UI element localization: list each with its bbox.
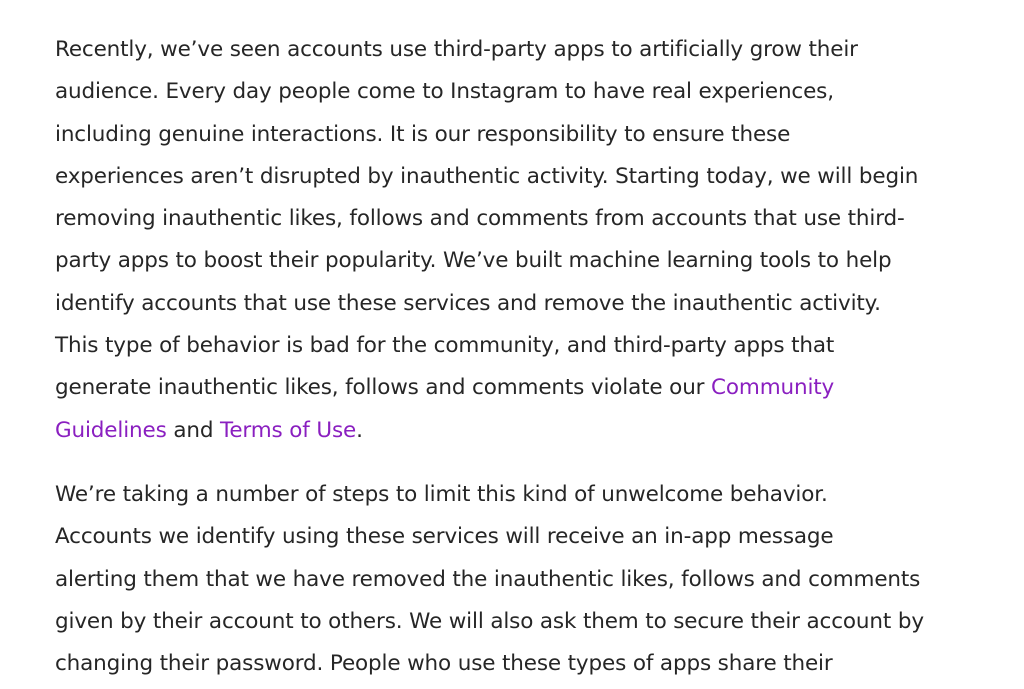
article-body [55,29,985,685]
text-line: This type of behavior is bad for the community, and third-party apps that [55,333,835,359]
community-guidelines-link[interactable]: Guidelines [55,417,167,443]
paragraph-2 [55,474,985,685]
text-line: party apps to boost their popularity. We’ve built machine learning tools to help [55,248,892,274]
text-line: alerting them that we have removed the inauthentic likes, follows and comments [55,566,921,592]
text-line: removing inauthentic likes, follows and comments from accounts that use third- [55,206,905,232]
text-line [55,367,985,409]
text-segment: and [166,417,221,443]
terms-of-use-link[interactable]: Terms of Use [220,417,357,443]
text-line: We’re taking a number of steps to limit this kind of unwelcome behavior. [55,481,828,507]
text-line: given by their account to others. We will also ask them to secure their account by [55,608,924,634]
text-line: identify accounts that use these services and remove the inauthentic activity. [55,290,881,316]
text-line: audience. Every day people come to Instagram to have real experiences, [55,79,834,105]
text-line: experiences aren’t disrupted by inauthentic activity. Starting today, we will begin [55,163,919,189]
text-line: Accounts we identify using these services will receive an in-app message [55,524,834,550]
text-line [55,410,985,452]
text-segment: generate inauthentic likes, follows and comments violate our [55,375,712,401]
paragraph-1 [55,29,985,452]
text-line: changing their password. People who use these types of apps share their [55,651,833,677]
text-line: Recently, we’ve seen accounts use third-party apps to artificially grow their [55,37,858,62]
text-segment: . [356,417,363,443]
text-line: including genuine interactions. It is our responsibility to ensure these [55,121,791,147]
community-guidelines-link[interactable]: Community [711,375,835,401]
